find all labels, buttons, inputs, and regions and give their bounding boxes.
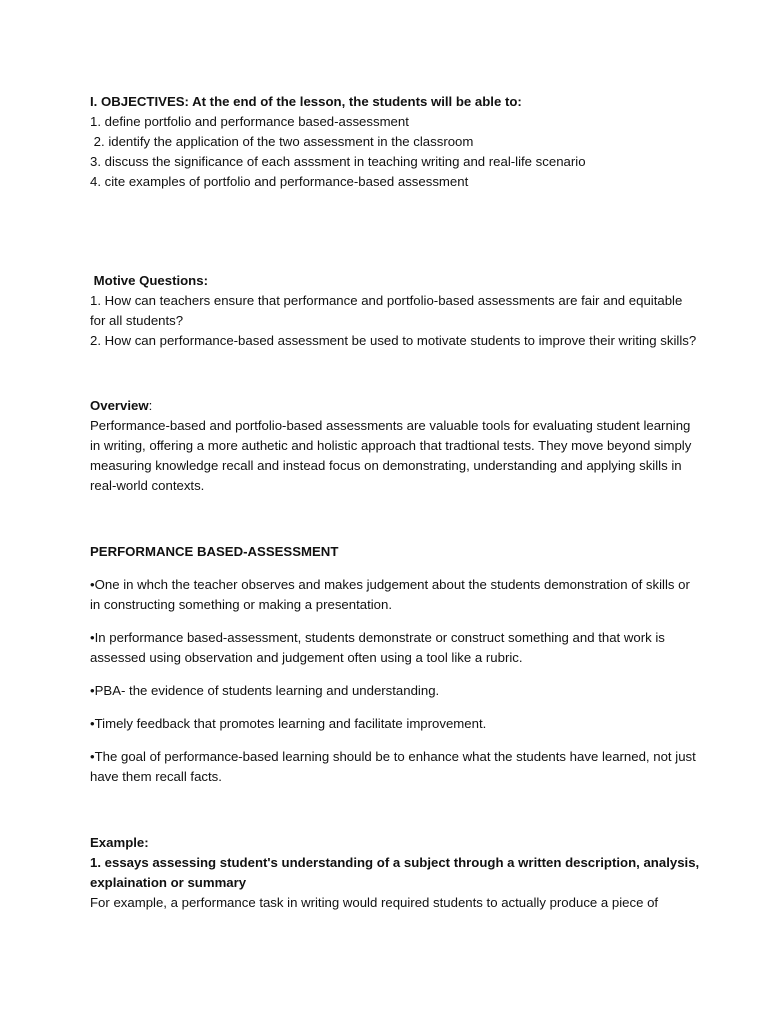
pba-bullet [90,714,690,734]
overview-line: Performance-based and portfolio-based assessments are valuable tools for evaluating student learning [90,418,691,433]
pba-bullet-line: •Timely feedback that promotes learning and facilitate improvement. [90,716,487,731]
pba-bullet-line: assessed using observation and judgement often using a tool like a rubric. [90,650,523,665]
example-section [90,833,700,913]
pba-bullet [90,681,690,701]
pba-bullet-line: have them recall facts. [90,769,222,784]
example-bold-line: explaination or summary [90,875,247,890]
overview-heading: Overview [90,398,149,413]
example-bold-line: 1. essays assessing student's understanding of a subject through a written description, analysis, [90,855,700,870]
objective-item: 4. cite examples of portfolio and performance-based assessment [90,174,469,189]
pba-bullet-line: •PBA- the evidence of students learning and understanding. [90,683,440,698]
pba-heading: PERFORMANCE BASED-ASSESSMENT [90,544,339,559]
motive-questions-section [90,271,697,351]
pba-bullet-line: in constructing something or making a presentation. [90,597,393,612]
motive-question-line: for all students? [90,313,184,328]
pba-bullet [90,747,696,787]
overview-colon: : [148,398,153,413]
pba-bullet [90,575,690,615]
objective-item: 3. discuss the significance of each asssment in teaching writing and real-life scenario [90,154,586,169]
pba-bullet [90,628,690,668]
overview-line: in writing, offering a more authetic and holistic approach that tradtional tests. They move beyond simply [90,438,692,453]
motive-question-line: 1. How can teachers ensure that performance and portfolio-based assessments are fair and equitable [90,293,683,308]
pba-bullet-line: •One in whch the teacher observes and makes judgement about the students demonstration of skills or [90,577,690,592]
pba-section [90,542,690,562]
overview-line: measuring knowledge recall and instead focus on demonstrating, understanding and applying skills in [90,458,682,473]
overview-section [90,396,690,496]
motive-question-line: 2. How can performance-based assessment be used to motivate students to improve their writing skills? [90,333,697,348]
motive-questions-heading: Motive Questions: [90,273,208,288]
pba-bullet-line: •In performance based-assessment, students demonstrate or construct something and that work is [90,630,665,645]
example-text: For example, a performance task in writing would required students to actually produce a piece of [90,895,659,910]
objectives-section [90,92,690,192]
example-heading: Example: [90,835,149,850]
overview-line: real-world contexts. [90,478,205,493]
pba-bullet-line: •The goal of performance-based learning should be to enhance what the students have learned, not just [90,749,696,764]
objective-item: 1. define portfolio and performance based-assessment [90,114,409,129]
objectives-heading: I. OBJECTIVES: At the end of the lesson, the students will be able to: [90,94,522,109]
objective-item: 2. identify the application of the two assessment in the classroom [90,134,474,149]
